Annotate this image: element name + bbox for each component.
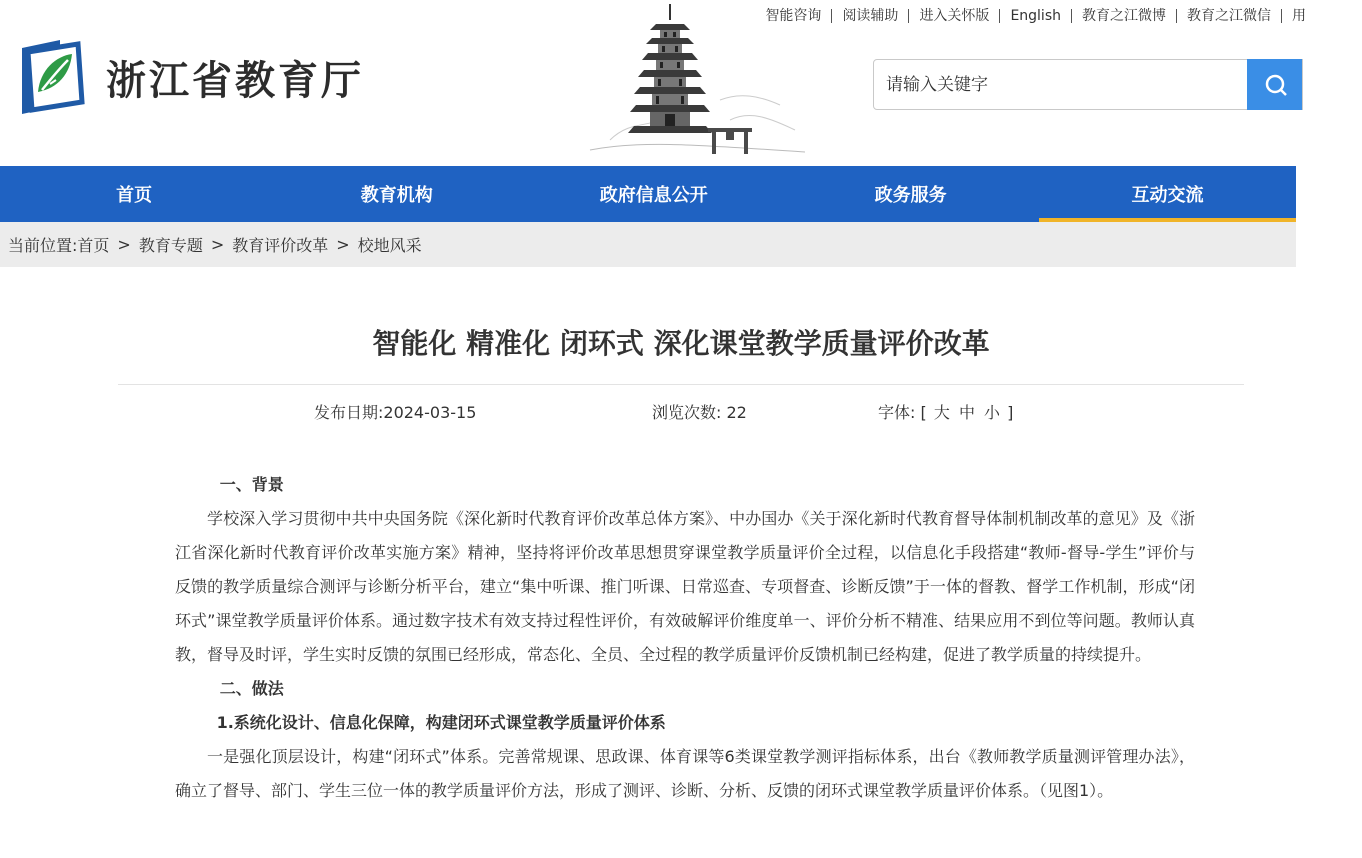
font-size-small[interactable]: 小 [984,403,1001,422]
search-button[interactable] [1247,59,1302,110]
font-size-close: ] [1007,403,1014,422]
site-title: 浙江省教育厅 [106,56,364,104]
search-icon [1262,72,1288,98]
breadcrumb-separator: > [210,235,225,254]
breadcrumb-item-home[interactable]: 首页 [77,236,110,255]
site-logo[interactable] [20,40,364,114]
nav-item-interaction[interactable]: 互动交流 [1039,166,1296,222]
article-body [175,468,1195,808]
toplink-weibo[interactable]: 教育之江微博 [1082,8,1166,24]
title-divider [118,384,1244,385]
toplink-more[interactable]: 用 [1292,8,1306,24]
site-header [0,0,1306,166]
section-heading: 二、做法 [219,679,284,698]
subsection-heading: 1.系统化设计、信息化保障，构建闭环式课堂教学质量评价体系 [216,713,666,732]
toplink-smart-consult[interactable]: 智能咨询 [765,8,822,24]
toplink-wechat[interactable]: 教育之江微信 [1187,8,1271,24]
breadcrumb [0,222,1296,267]
logo-emblem-icon [20,40,84,114]
breadcrumb-separator: > [117,235,131,254]
breadcrumb-item-campus[interactable]: 校地风采 [357,236,422,255]
top-links-bar [755,6,1316,26]
publish-date: 发布日期:2024-03-15 [314,403,477,422]
toplink-reading-aid[interactable]: 阅读辅助 [842,8,899,24]
toplink-care-version[interactable]: 进入关怀版 [919,8,990,24]
font-size-controls [878,400,1013,423]
search-input[interactable] [874,60,1247,109]
search-box [873,59,1303,110]
nav-item-institutions[interactable]: 教育机构 [360,185,433,206]
section-heading: 一、背景 [219,475,284,494]
breadcrumb-item-topics[interactable]: 教育专题 [138,236,203,255]
toplink-english[interactable]: English [1010,8,1061,24]
font-size-medium[interactable]: 中 [958,403,975,422]
breadcrumb-prefix: 当前位置: [8,236,78,255]
paragraph: 一是强化顶层设计，构建“闭环式”体系。完善常规课、思政课、体育课等6类课堂教学测评指标体系，出台《教师教学质量测评管理办法》，确立了督导、部门、学生三位一体的教学质量评价方法，形成了测评、诊断、分析、反馈的闭环式课堂教学质量评价体系。（见图1）。 [175,747,1195,800]
breadcrumb-item-eval-reform[interactable]: 教育评价改革 [232,236,329,255]
view-count: 浏览次数: 22 [652,403,747,422]
font-size-label: 字体: [ [878,403,927,422]
paragraph: 学校深入学习贯彻中共中央国务院《深化新时代教育评价改革总体方案》、中办国办《关于深化新时代教育督导体制机制改革的意见》及《浙江省深化新时代教育评价改革实施方案》精神，坚持将评价改革思想贯穿课堂教学质量评价全过程，以信息化手段搭建“教师-督导-学生”评价与反馈的教学质量综合测评与诊断分析平台，建立“集中听课、推门听课、日常巡查、专项督查、诊断反馈”于一体的督教、督学工作机制，形成“闭环式”课堂教学质量评价体系。通过数字技术有效支持过程性评价，有效破解评价维度单一、评价分析不精准、结果应用不到位等问题。教师认真教，督导及时评，学生实时反馈的氛围已经形成，常态化、全员、全过程的教学质量评价反馈机制已经构建，促进了教学质量的持续提升。 [175,509,1195,664]
main-nav [0,166,1296,222]
nav-item-services[interactable]: 政务服务 [874,185,947,206]
nav-item-home[interactable]: 首页 [116,185,153,206]
nav-item-gov-info[interactable]: 政府信息公开 [599,185,708,206]
font-size-large[interactable]: 大 [933,403,950,422]
article-title: 智能化 精准化 闭环式 深化课堂教学质量评价改革 [372,327,990,360]
breadcrumb-separator: > [336,235,350,254]
